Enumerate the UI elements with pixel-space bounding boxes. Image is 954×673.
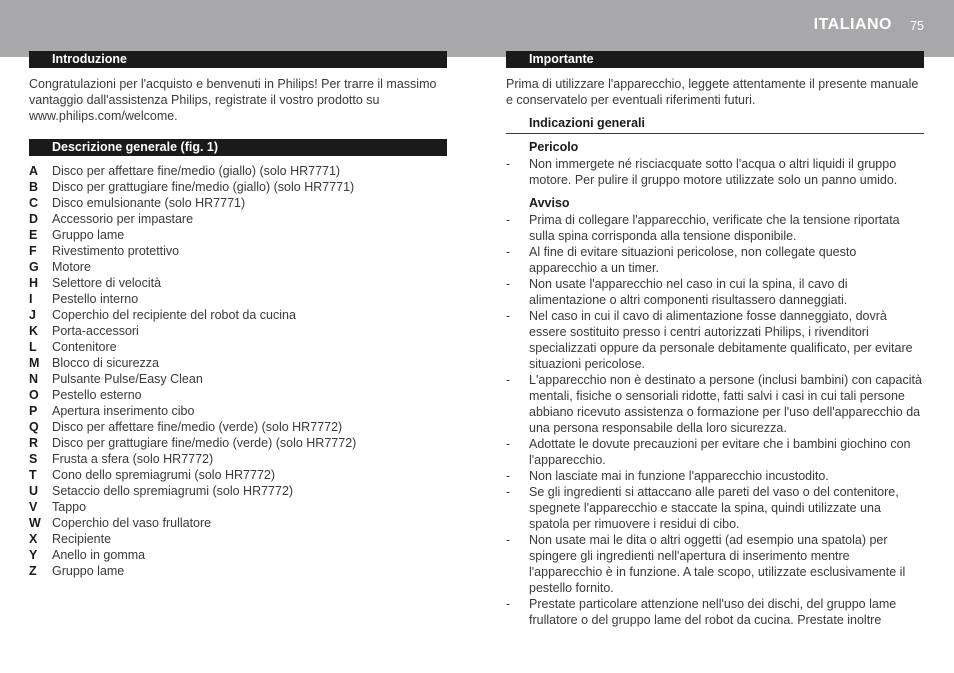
parts-list-item [29, 499, 356, 515]
part-description: Tappo [52, 500, 87, 514]
part-description: Coperchio del vaso frullatore [52, 516, 212, 530]
dash-bullet: - [506, 469, 511, 483]
part-description: Cono dello spremiagrumi (solo HR7772) [52, 468, 276, 482]
part-description: Contenitore [52, 340, 117, 354]
bullet-item [506, 468, 924, 484]
bullet-item [506, 372, 924, 436]
warning-list [506, 212, 924, 628]
parts-list-item [29, 195, 356, 211]
part-letter: B [29, 180, 39, 194]
intro-paragraph: Congratulazioni per l'acquisto e benvenuti in Philips! Per trarre il massimo vantaggio dall'assistenza Philips, registrate il vostro prodotto su www.philips.com/welcome. [29, 77, 437, 123]
part-description: Motore [52, 260, 91, 274]
section-divider [506, 133, 924, 134]
part-letter: Y [29, 548, 38, 562]
parts-list-item [29, 515, 356, 531]
parts-list-item [29, 435, 356, 451]
bullet-text: Nel caso in cui il cavo di alimentazione fosse danneggiato, dovrà essere sostituito presso i centri autorizzati Philips, i rivenditori specializzati oppure da personale debitamente qualificato, per evitare situazioni pericolose. [529, 309, 913, 371]
part-letter: Z [29, 564, 37, 578]
dash-bullet: - [506, 485, 511, 499]
part-letter: F [29, 244, 37, 258]
part-letter: W [29, 516, 41, 530]
part-description: Disco per affettare fine/medio (giallo) (solo HR7771) [52, 164, 341, 178]
part-letter: U [29, 484, 39, 498]
part-letter: V [29, 500, 38, 514]
dash-bullet: - [506, 437, 511, 451]
danger-heading: Pericolo [529, 140, 579, 154]
parts-list-item [29, 419, 356, 435]
parts-list [29, 163, 356, 579]
warning-heading: Avviso [529, 196, 570, 210]
part-letter: M [29, 356, 40, 370]
language-label: ITALIANO [813, 16, 892, 33]
part-letter: R [29, 436, 39, 450]
bullet-item [506, 308, 924, 372]
dash-bullet: - [506, 309, 511, 323]
parts-list-item [29, 451, 356, 467]
part-description: Disco per grattugiare fine/medio (giallo) (solo HR7771) [52, 180, 355, 194]
bullet-item [506, 212, 924, 244]
header-bar [0, 0, 954, 57]
parts-list-item [29, 291, 356, 307]
part-description: Pestello esterno [52, 388, 142, 402]
part-letter: I [29, 292, 33, 306]
part-letter: S [29, 452, 38, 466]
parts-list-item [29, 243, 356, 259]
part-letter: N [29, 372, 39, 386]
part-letter: T [29, 468, 37, 482]
part-letter: O [29, 388, 39, 402]
parts-list-item [29, 179, 356, 195]
section-heading-importante: Importante [506, 51, 924, 68]
page-number: 75 [910, 19, 924, 33]
parts-list-item [29, 211, 356, 227]
dash-bullet: - [506, 597, 511, 611]
part-letter: D [29, 212, 39, 226]
dash-bullet: - [506, 533, 511, 547]
part-description: Pulsante Pulse/Easy Clean [52, 372, 203, 386]
bullet-text: Al fine di evitare situazioni pericolose, non collegate questo apparecchio a un timer. [529, 245, 857, 275]
bullet-text: Non lasciate mai in funzione l'apparecchio incustodito. [529, 469, 829, 483]
section-heading-descrizione: Descrizione generale (fig. 1) [29, 139, 447, 156]
part-description: Anello in gomma [52, 548, 146, 562]
bullet-item [506, 244, 924, 276]
parts-list-item [29, 259, 356, 275]
bullet-text: L'apparecchio non è destinato a persone (inclusi bambini) con capacità mentali, fisiche o sensoriali ridotte, fatti salvi i casi in cui tali persone abbiano ricevuto assistenza o formazione per l'uso dell'apparecchio da una persona responsabile della loro sicurezza. [529, 373, 922, 435]
dash-bullet: - [506, 373, 511, 387]
part-letter: C [29, 196, 39, 210]
bullet-text: Non usate mai le dita o altri oggetti (ad esempio una spatola) per spingere gli ingredienti nell'apertura di inserimento mentre l'apparecchio è in funzione. A tale scopo, utilizzate esclusivamente il pestello fornito. [529, 533, 906, 595]
part-description: Gruppo lame [52, 564, 125, 578]
parts-list-item [29, 483, 356, 499]
parts-list-item [29, 307, 356, 323]
general-indications-heading: Indicazioni generali [529, 116, 645, 130]
bullet-item [506, 156, 924, 188]
parts-list-item [29, 275, 356, 291]
bullet-text: Prestate particolare attenzione nell'uso dei dischi, del gruppo lame frullatore o del gruppo lame del robot da cucina. Prestate inoltre [529, 597, 897, 627]
part-description: Disco per affettare fine/medio (verde) (solo HR7772) [52, 420, 343, 434]
part-letter: L [29, 340, 37, 354]
parts-list-item [29, 163, 356, 179]
parts-list-item [29, 531, 356, 547]
part-letter: J [29, 308, 36, 322]
bullet-text: Non usate l'apparecchio nel caso in cui la spina, il cavo di alimentazione o altri componenti risultassero danneggiati. [529, 277, 848, 307]
part-description: Porta-accessori [52, 324, 139, 338]
danger-list [506, 156, 924, 188]
dash-bullet: - [506, 277, 511, 291]
part-letter: G [29, 260, 39, 274]
part-description: Setaccio dello spremiagrumi (solo HR7772) [52, 484, 294, 498]
part-letter: P [29, 404, 38, 418]
parts-list-item [29, 323, 356, 339]
parts-list-item [29, 355, 356, 371]
part-letter: E [29, 228, 38, 242]
part-description: Coperchio del recipiente del robot da cucina [52, 308, 296, 322]
part-description: Gruppo lame [52, 228, 125, 242]
bullet-item [506, 532, 924, 596]
parts-list-item [29, 371, 356, 387]
bullet-item [506, 436, 924, 468]
section-heading-introduzione: Introduzione [29, 51, 447, 68]
parts-list-item [29, 563, 356, 579]
parts-list-item [29, 547, 356, 563]
part-letter: A [29, 164, 39, 178]
dash-bullet: - [506, 213, 511, 227]
part-description: Rivestimento protettivo [52, 244, 180, 258]
part-description: Frusta a sfera (solo HR7772) [52, 452, 214, 466]
part-description: Recipiente [52, 532, 112, 546]
part-description: Disco per grattugiare fine/medio (verde) (solo HR7772) [52, 436, 357, 450]
part-description: Disco emulsionante (solo HR7771) [52, 196, 246, 210]
part-letter: X [29, 532, 38, 546]
bullet-text: Adottate le dovute precauzioni per evitare che i bambini giochino con l'apparecchio. [529, 437, 911, 467]
parts-list-item [29, 467, 356, 483]
part-description: Blocco di sicurezza [52, 356, 159, 370]
parts-list-item [29, 339, 356, 355]
parts-list-item [29, 403, 356, 419]
part-description: Apertura inserimento cibo [52, 404, 195, 418]
part-description: Accessorio per impastare [52, 212, 194, 226]
bullet-item [506, 276, 924, 308]
bullet-text: Non immergete né risciacquate sotto l'acqua o altri liquidi il gruppo motore. Per pulire il gruppo motore utilizzate solo un panno umido. [529, 157, 898, 187]
important-paragraph: Prima di utilizzare l'apparecchio, leggete attentamente il presente manuale e conservatelo per eventuali riferimenti futuri. [506, 77, 919, 107]
dash-bullet: - [506, 157, 511, 171]
part-description: Pestello interno [52, 292, 139, 306]
bullet-text: Se gli ingredienti si attaccano alle pareti del vaso o del contenitore, spegnete l'apparecchio e staccate la spina, quindi utilizzate una spatola per rimuovere i residui di cibo. [529, 485, 899, 531]
part-letter: H [29, 276, 39, 290]
part-letter: Q [29, 420, 39, 434]
part-description: Selettore di velocità [52, 276, 162, 290]
bullet-item [506, 484, 924, 532]
dash-bullet: - [506, 245, 511, 259]
bullet-item [506, 596, 924, 628]
bullet-text: Prima di collegare l'apparecchio, verificate che la tensione riportata sulla spina corrisponda alla tensione disponibile. [529, 213, 900, 243]
parts-list-item [29, 227, 356, 243]
parts-list-item [29, 387, 356, 403]
part-letter: K [29, 324, 39, 338]
